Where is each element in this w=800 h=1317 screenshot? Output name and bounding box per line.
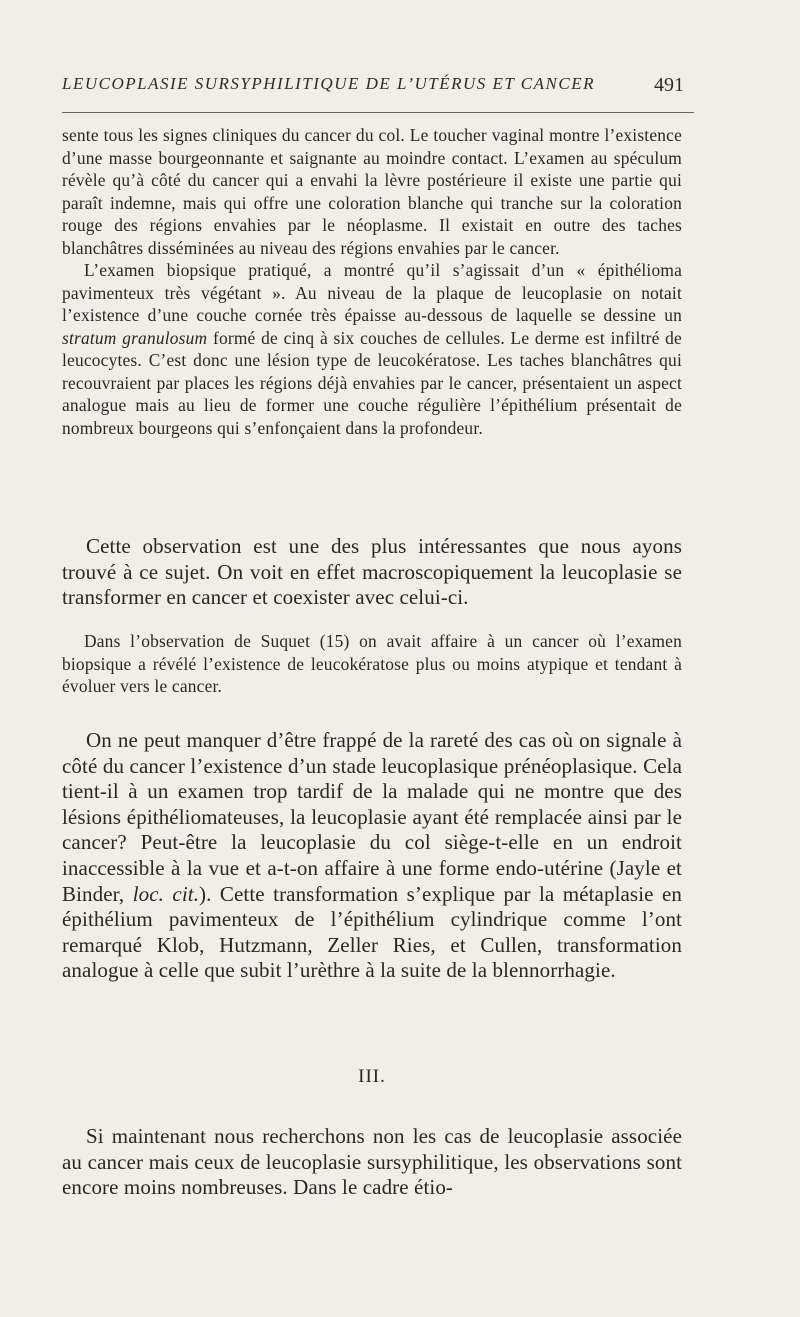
observation-continuation xyxy=(62,124,682,439)
paragraph-5-text-a: On ne peut manquer d’être frappé de la rareté des cas où on signale à côté du cancer l’existence d’un stade leucoplasique prénéoplasique. Cela tient-il à un examen trop tardif de la malade qui ne montre que des lésions épithéliomateuses, la leucoplasie ayant été remplacée ainsi par le cancer? Peut-être la leucoplasie du col siège-t-elle en un endroit inaccessible à la vue et a-t-on affaire à une forme endo-utérine (Jayle et Binder, xyxy=(62,728,682,906)
paragraph-5-text-b: ). Cette transformation s’explique par la métaplasie en épithélium pavimenteux de l’épithélium cylindrique comme l’ont remarqué Klob, Hutzmann, Zeller Ries, et Cullen, transformation analogue à celle que subit l’urèthre à la suite de la blennorrhagie. xyxy=(62,881,682,983)
header-rule xyxy=(62,112,694,113)
paragraph-5-italic: loc. cit. xyxy=(132,881,200,906)
paragraph-3: Cette observation est une des plus intéressantes que nous ayons trouvé à ce sujet. On voit en effet macroscopiquement la leucoplasie se transformer en cancer et coexister avec celui-ci. xyxy=(62,534,682,610)
section-iii-intro xyxy=(62,1124,682,1201)
running-header xyxy=(62,74,684,100)
running-title: LEUCOPLASIE SURSYPHILITIQUE DE L’UTÉRUS ET CANCER xyxy=(62,74,595,93)
section-heading: III. xyxy=(358,1066,386,1087)
paragraph-2-text-b: formé de cinq à six couches de cellules. Le derme est infiltré de leucocytes. C’est donc une lésion type de leucokératose. Les taches blanchâtres qui recouvraient par places les régions déjà envahies par le cancer, présentaient un aspect analogue mais au lieu de former une couche régulière l’épithélium présentait de nombreux bourgeons qui s’enfonçaient dans la profondeur. xyxy=(62,327,682,438)
paragraph-5 xyxy=(62,728,682,984)
paragraph-2-text-a: L’examen biopsique pratiqué, a montré qu’il s’agissait d’un « épithélioma pavimenteux très végétant ». Au niveau de la plaque de leucoplasie on notait l’existence d’une couche cornée très épaisse au-dessous de laquelle se dessine un xyxy=(62,260,682,325)
paragraph-4: Dans l’observation de Suquet (15) on avait affaire à un cancer où l’examen biopsique a révélé l’existence de leucokératose plus ou moins atypique et tendant à évoluer vers le cancer. xyxy=(62,631,682,696)
suquet-observation xyxy=(62,630,682,698)
commentary-2 xyxy=(62,728,682,984)
paragraph-2-italic: stratum granulosum xyxy=(62,327,208,348)
commentary-1 xyxy=(62,534,682,611)
paragraph-6: Si maintenant nous recherchons non les cas de leucoplasie associée au cancer mais ceux de leucoplasie sursyphilitique, les observations sont encore moins nombreuses. Dans le cadre étio- xyxy=(62,1124,682,1200)
page-number: 491 xyxy=(654,74,684,96)
paragraph-2 xyxy=(62,259,682,439)
paragraph-1: sente tous les signes cliniques du cancer du col. Le toucher vaginal montre l’existence d’une masse bourgeonnante et saignante au moindre contact. L’examen au spéculum révèle qu’à côté du cancer qui a envahi la lèvre postérieure il existe une partie qui paraît indemne, mais qui offre une coloration blanche qui tranche sur la coloration rouge des régions envahies par le néoplasme. Il existait en outre des taches blanchâtres disséminées au niveau des régions envahies par le cancer. xyxy=(62,125,682,258)
